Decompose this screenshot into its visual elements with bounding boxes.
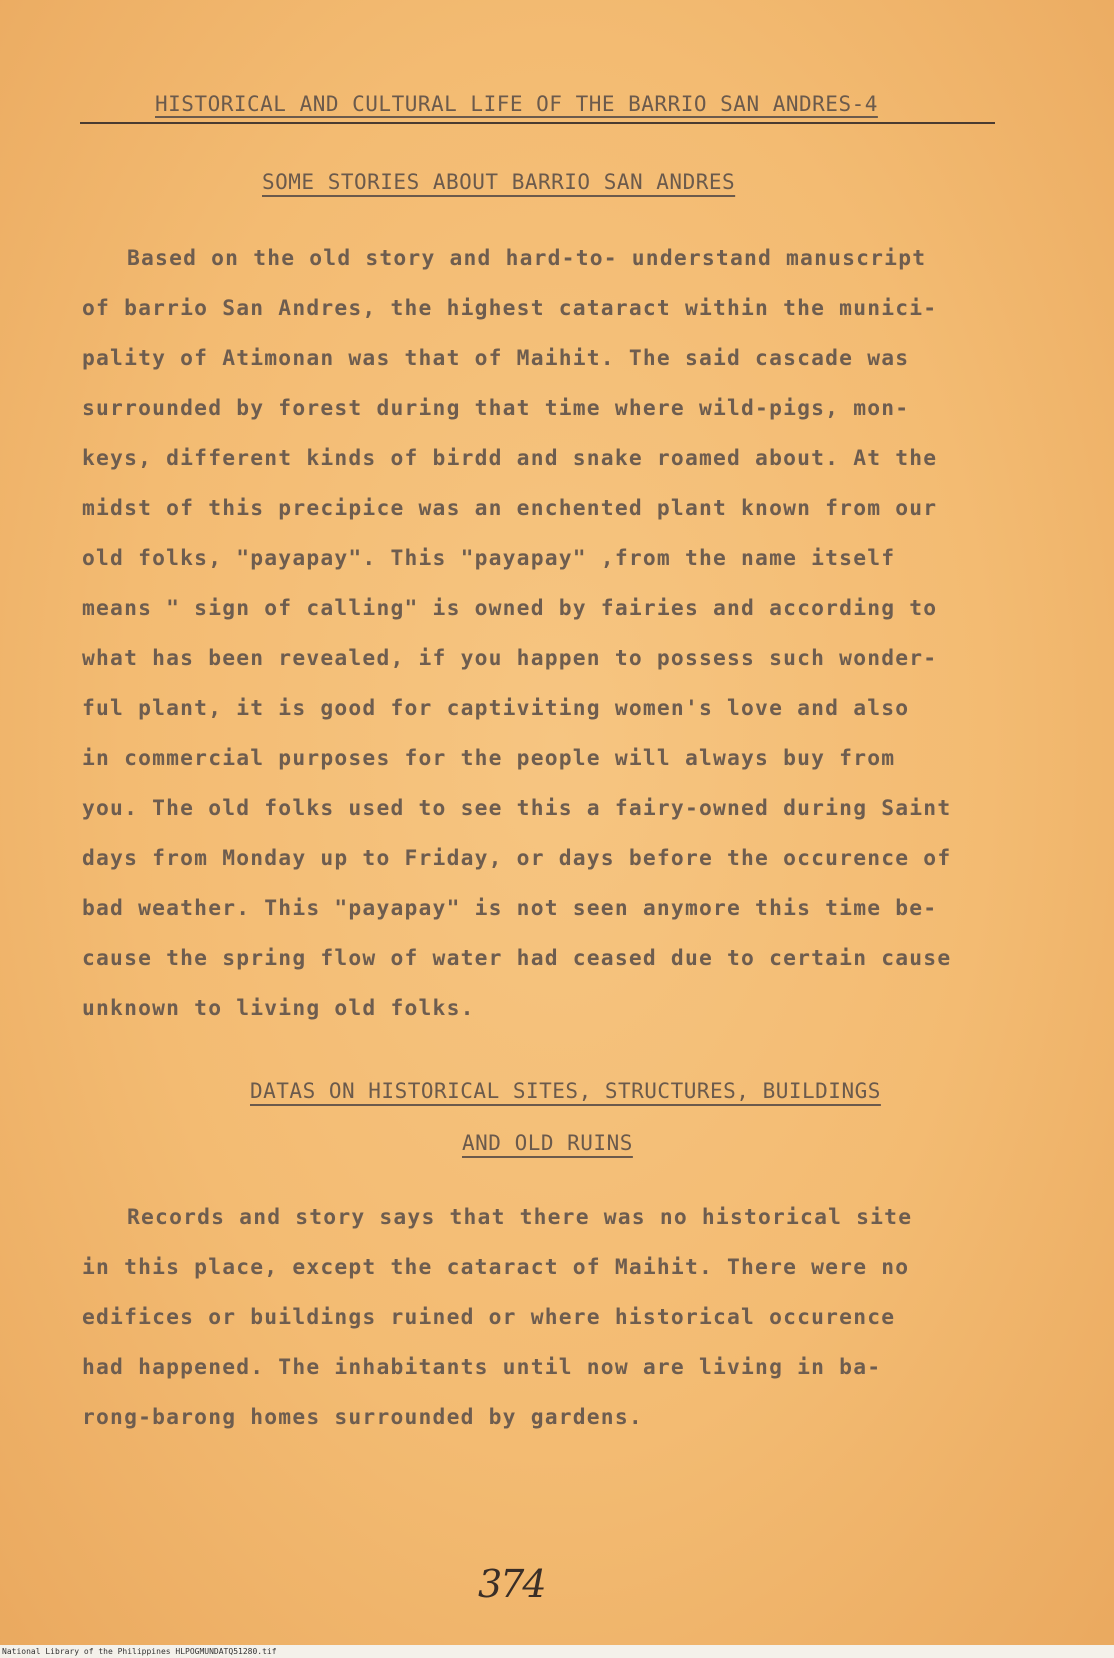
text-line: edifices or buildings ruined or where historical occurence bbox=[82, 1305, 896, 1330]
handwritten-page-number: 374 bbox=[478, 1562, 545, 1606]
text-line: ful plant, it is good for captiviting women's love and also bbox=[82, 696, 910, 721]
text-line: in commercial purposes for the people will always buy from bbox=[82, 746, 896, 771]
text-line: unknown to living old folks. bbox=[82, 996, 475, 1021]
section-heading-historical-sites: DATAS ON HISTORICAL SITES, STRUCTURES, BUILDINGS bbox=[250, 1079, 881, 1103]
text-line: you. The old folks used to see this a fairy-owned during Saint bbox=[82, 796, 952, 821]
text-line: Based on the old story and hard-to- understand manuscript bbox=[127, 246, 927, 271]
page-header bbox=[80, 92, 995, 124]
header-title: HISTORICAL AND CULTURAL LIFE OF THE BARRIO SAN ANDRES-4 bbox=[155, 92, 878, 116]
text-line: of barrio San Andres, the highest cataract within the munici- bbox=[82, 296, 938, 321]
section-heading-stories: SOME STORIES ABOUT BARRIO SAN ANDRES bbox=[262, 170, 736, 194]
text-line: what has been revealed, if you happen to possess such wonder- bbox=[82, 646, 938, 671]
text-line: days from Monday up to Friday, or days before the occurence of bbox=[82, 846, 952, 871]
text-line: means " sign of calling" is owned by fairies and according to bbox=[82, 596, 938, 621]
archive-footer: National Library of the Philippines HLPOGMUNDATQ51280.tif bbox=[0, 1645, 1114, 1658]
text-line: pality of Atimonan was that of Maihit. The said cascade was bbox=[82, 346, 910, 371]
text-line: midst of this precipice was an enchented plant known from our bbox=[82, 496, 938, 521]
text-line: had happened. The inhabitants until now are living in ba- bbox=[82, 1355, 882, 1380]
text-line: bad weather. This "payapay" is not seen anymore this time be- bbox=[82, 896, 938, 921]
text-line: cause the spring flow of water had ceased due to certain cause bbox=[82, 946, 952, 971]
text-line: keys, different kinds of birdd and snake roamed about. At the bbox=[82, 446, 938, 471]
text-line: old folks, "payapay". This "payapay" ,from the name itself bbox=[82, 546, 896, 571]
text-line: Records and story says that there was no historical site bbox=[127, 1205, 913, 1230]
section-heading-historical-sites-line2: AND OLD RUINS bbox=[462, 1131, 633, 1155]
paragraph-stories bbox=[82, 234, 951, 1034]
paragraph-historical-sites bbox=[82, 1193, 912, 1443]
text-line: surrounded by forest during that time where wild-pigs, mon- bbox=[82, 396, 910, 421]
text-line: rong-barong homes surrounded by gardens. bbox=[82, 1405, 643, 1430]
text-line: in this place, except the cataract of Maihit. There were no bbox=[82, 1255, 910, 1280]
